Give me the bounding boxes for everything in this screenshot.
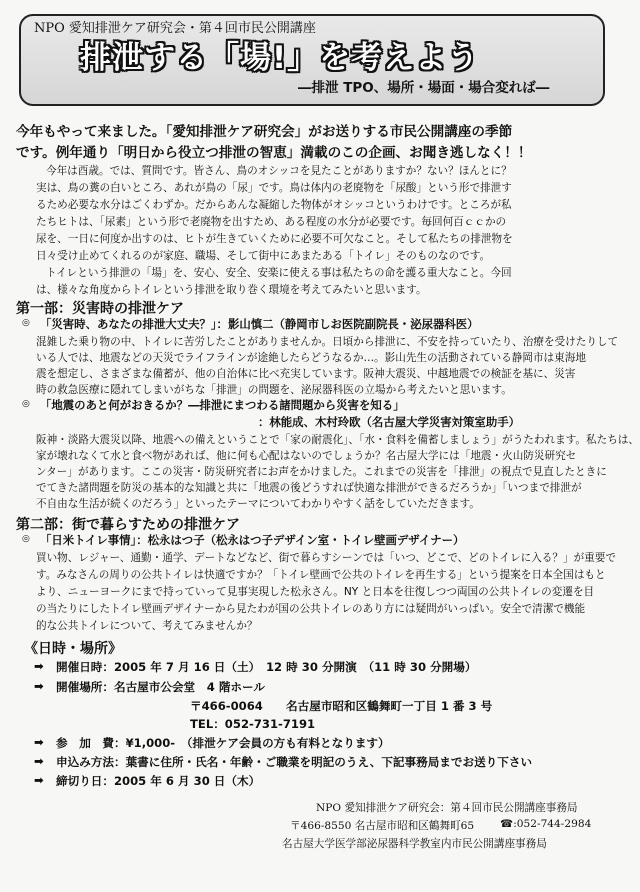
application-deadline: 締切り日：2005 年 6 月 30 日（木） [56, 774, 261, 788]
intro-line: るため必要な水分はごくわずか。だからあんな凝縮した物体がオシッコというわけです。ところが私 [36, 199, 512, 211]
arrow-icon: ➡ [34, 735, 44, 749]
talk1-line: いる人では、地震などの天災でライフラインが途絶したらどうなるか…。影山先生の活動されている静岡市は東海地 [36, 352, 586, 364]
arrow-icon: ➡ [34, 754, 44, 768]
talk2-line: でてきた諸問題を防災の基本的な知識と共に「地震の後どうすれば快適な排泄ができるだろうか」「いつまで排泄が [36, 482, 582, 494]
application-method: 申込み方法：葉書に住所・氏名・年齢・ご職業を明記のうえ、下記事務局までお送り下さい [56, 755, 533, 769]
talk1-line: 時の救急医療に隠れてしまいがちな「排泄」の問題を、泌尿器科医の立場から考えたいと思います。 [36, 384, 512, 396]
talk2-line: 家が壊れなくて水と食べ物があれば、他に何も心配はないのでしょうか？名古屋大学には「地震・火山防災研究セ [36, 450, 577, 462]
intro-line: は、様々な角度からトイレという排泄を取り巻く環境を考えてみたいと思います。 [36, 284, 427, 296]
talk2-line: 阪神・淡路大震災以降、地震への備えということで「家の耐震化」、「水・食料を備蓄しましょう」がうたわれます。私たちは、 [36, 434, 639, 446]
talk2-line: ンター」があります。ここの災害・防災研究者にお声をかけました。これまでの災害を「排泄」の視点で見直したときに [36, 466, 607, 478]
talk2-speakers: ：林能成、木村玲欧（名古屋大学災害対策室助手） [258, 415, 520, 429]
talk3-line: より、ニューヨークにまで持っていって見事実現した松永さん。NY と日本を往復しつつ両国の公共トイレの変遷を目 [36, 586, 595, 598]
intro-line: たちヒトは、「尿素」という形で老廃物を出すため、ある程度の水分が必要です。毎回何百ｃｃかの [36, 216, 507, 228]
part2-heading: 第二部：街で暮らすための排泄ケア [16, 517, 240, 533]
event-date: 開催日時：2005 年 7 月 16 日（土） 12 時 30 分開演 （11 時 30 分開場） [56, 660, 477, 674]
organizer-line: NPO 愛知排泄ケア研究会・第４回市民公開講座 [34, 21, 316, 36]
talk2-bullet: ◎ [22, 399, 30, 409]
venue-address: 〒466-0064 名古屋市昭和区鶴舞町一丁目 1 番 3 号 [190, 699, 493, 713]
talk1-title: 「災害時、あなたの排泄大丈夫？」：影山慎二（静岡市しお医院副院長・泌尿器科医） [40, 317, 479, 331]
talk1-line: 混雑した乗り物の中、トイレに苦労したことがありませんか。日頃から排泄に、不安を持っていたり、治療を受けたりして [36, 336, 619, 348]
event-venue: 開催場所：名古屋市公会堂 4 階ホール [56, 680, 265, 694]
talk3-bullet: ◎ [22, 534, 30, 544]
talk2-line: 不自由な生活が続くのだろう」といったテーマについてわかりやすく話をしていただきます。 [36, 498, 480, 510]
intro-line: トイレという排泄の「場」を、安心、安全、安楽に使える事は私たちの命を護る重大なこと。今回 [46, 267, 512, 279]
arrow-icon: ➡ [34, 659, 44, 673]
event-fee: 参 加 費：¥1,000- （排泄ケア会員の方も有料となります） [56, 736, 390, 750]
office-department: 名古屋大学医学部泌尿器科学教室内市民公開講座事務局 [282, 838, 547, 850]
talk3-title: 「日米トイレ事情」：松永はつ子（松永はつ子デザイン室・トイレ壁画デザイナー） [40, 533, 465, 547]
talk2-title: 「地震のあと何がおきるか？―排泄にまつわる諸問題から災害を知る」 [40, 398, 405, 412]
schedule-heading: 《日時・場所》 [24, 641, 122, 657]
intro-line: 実は、鳥の糞の白いところ、あれが鳥の「尿」です。鳥は体内の老廃物を「尿酸」という形で排泄す [36, 182, 512, 194]
talk3-line: す。みなさんの周りの公共トイレは快適ですか？「トイレ壁画で公共のトイレを再生する」という提案を日本全国はもと [36, 569, 606, 581]
page-title: 排泄する「場!」を考えよう [80, 40, 480, 76]
talk3-line: の当たりにしたトイレ壁画デザイナーから見たわが国の公共トイレのあり方には疑問がいっぱい。安全で清潔で機能 [36, 603, 586, 615]
office-name: NPO 愛知排泄ケア研究会：第４回市民公開講座事務局 [316, 802, 578, 814]
office-postal: 〒466-8550 名古屋市昭和区鶴舞町65 [290, 820, 475, 832]
intro-line: 尿を、一日に何度か出すのは、ヒトが生きていくために必要不可欠なこと。そして私たちの排泄物を [36, 233, 513, 245]
talk1-bullet: ◎ [22, 318, 30, 328]
lead-line-1: 今年もやって来ました。「愛知排泄ケア研究会」がお送りする市民公開講座の季節 [16, 124, 513, 140]
office-fax: ☎:052-744-2984 [500, 818, 592, 830]
talk3-line: 買い物、レジャー、通勤・通学、デートなどなど、街で暮らすシーンでは「いつ、どこで、どのトイレに入る？」が重要で [36, 552, 616, 564]
part1-heading: 第一部：災害時の排泄ケア [16, 301, 184, 317]
talk3-line: 的な公共トイレについて、考えてみませんか？ [36, 620, 258, 632]
talk1-line: 震を想定し、さまざまな備蓄が、他の自治体に比べ充実しています。阪神大震災、中越地震での検証を基に、災害 [36, 368, 576, 380]
intro-line: 今年は酉歳。では、質問です。皆さん、鳥のオシッコを見たことがありますか？ない？ほんとに？ [46, 165, 512, 177]
arrow-icon: ➡ [34, 773, 44, 787]
page-subtitle: ―排泄 TPO、場所・場面・場合変れば― [298, 80, 550, 96]
lead-line-2: です。例年通り「明日から役立つ排泄の智恵」満載のこの企画、お聞き逃しなく！！ [16, 145, 532, 161]
arrow-icon: ➡ [34, 679, 44, 693]
intro-line: 日々受け止めてくれるのが家庭、職場、そして街中にあまたある「トイレ」そのものなのです。 [36, 250, 491, 262]
venue-tel: TEL：052-731-7191 [190, 717, 316, 731]
